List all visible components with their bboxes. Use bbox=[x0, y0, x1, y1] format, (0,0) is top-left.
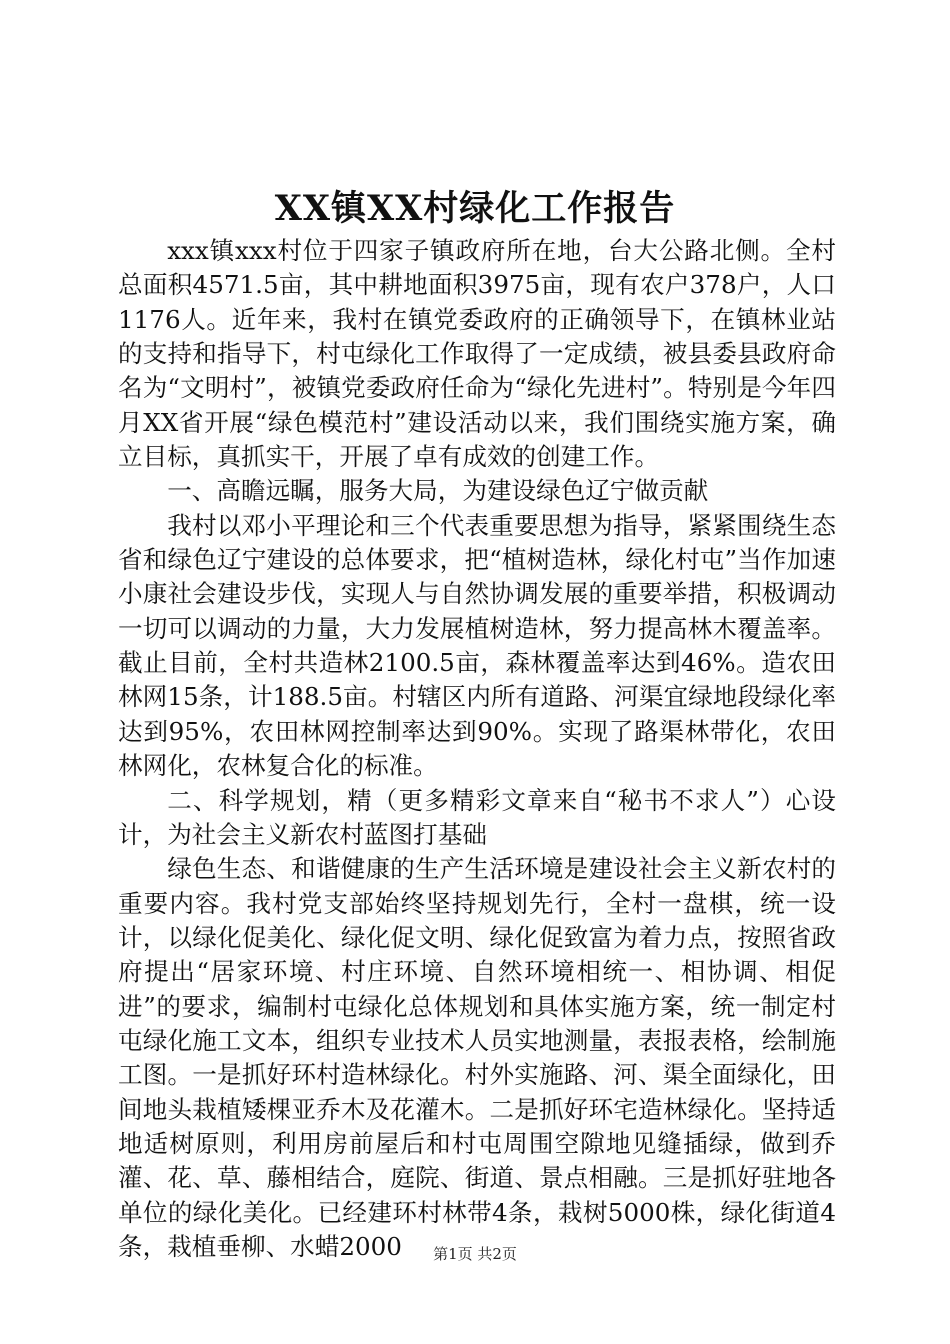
paragraph-section-2: 绿色生态、和谐健康的生产生活环境是建设社会主义新农村的重要内容。我村党支部始终坚持规划先行，全村一盘棋，统一设计，以绿化促美化、绿化促文明、绿化促致富为着力点，按照省政府提出“居家环境、村庄环境、自然环境相统一、相协调、相促进”的要求，编制村屯绿化总体规划和具体实施方案，统一制定村屯绿化施工文本，组织专业技术人员实地测量，表报表格，绘制施工图。一是抓好环村造林绿化。村外实施路、河、渠全面绿化，田间地头栽植矮棵亚乔木及花灌木。二是抓好环宅造林绿化。坚持适地适树原则，利用房前屋后和村屯周围空隙地见缝插绿，做到乔灌、花、草、藤相结合，庭院、街道、景点相融。三是抓好驻地各单位的绿化美化。已经建环村林带4条，栽树5000株，绿化街道4条，栽植垂柳、水蜡2000 bbox=[118, 854, 836, 1261]
section-heading-1: 一、高瞻远瞩，服务大局，为建设绿色辽宁做贡献 bbox=[167, 476, 709, 506]
document-body bbox=[118, 234, 836, 1264]
paragraph-section-1: 我村以邓小平理论和三个代表重要思想为指导，紧紧围绕生态省和绿色辽宁建设的总体要求，把“植树造林，绿化村屯”当作加速小康社会建设步伐，实现人与自然协调发展的重要举措，积极调动一切可以调动的力量，大力发展植树造林，努力提高林木覆盖率。截止目前，全村共造林2100.5亩，森林覆盖率达到46%。造农田林网15条，计188.5亩。村辖区内所有道路、河渠宜绿地段绿化率达到95%，农田林网控制率达到90%。实现了路渠林带化，农田林网化，农林复合化的标准。 bbox=[118, 510, 836, 781]
page-footer: 第1页 共2页 bbox=[433, 1245, 517, 1263]
paragraph-intro: xxx镇xxx村位于四家子镇政府所在地，台大公路北侧。全村总面积4571.5亩，其中耕地面积3975亩，现有农户378户，人口1176人。近年来，我村在镇党委政府的正确领导下，在镇林业站的支持和指导下，村屯绿化工作取得了一定成绩，被县委县政府命名为“文明村”，被镇党委政府任命为“绿化先进村”。特别是今年四月XX省开展“绿色模范村”建设活动以来，我们围绕实施方案，确立目标，真抓实干，开展了卓有成效的创建工作。 bbox=[118, 236, 836, 472]
document-title: XX镇XX村绿化工作报告 bbox=[274, 188, 676, 229]
section-heading-2: 二、科学规划，精（更多精彩文章来自“秘书不求人”）心设计，为社会主义新农村蓝图打基础 bbox=[118, 785, 836, 849]
